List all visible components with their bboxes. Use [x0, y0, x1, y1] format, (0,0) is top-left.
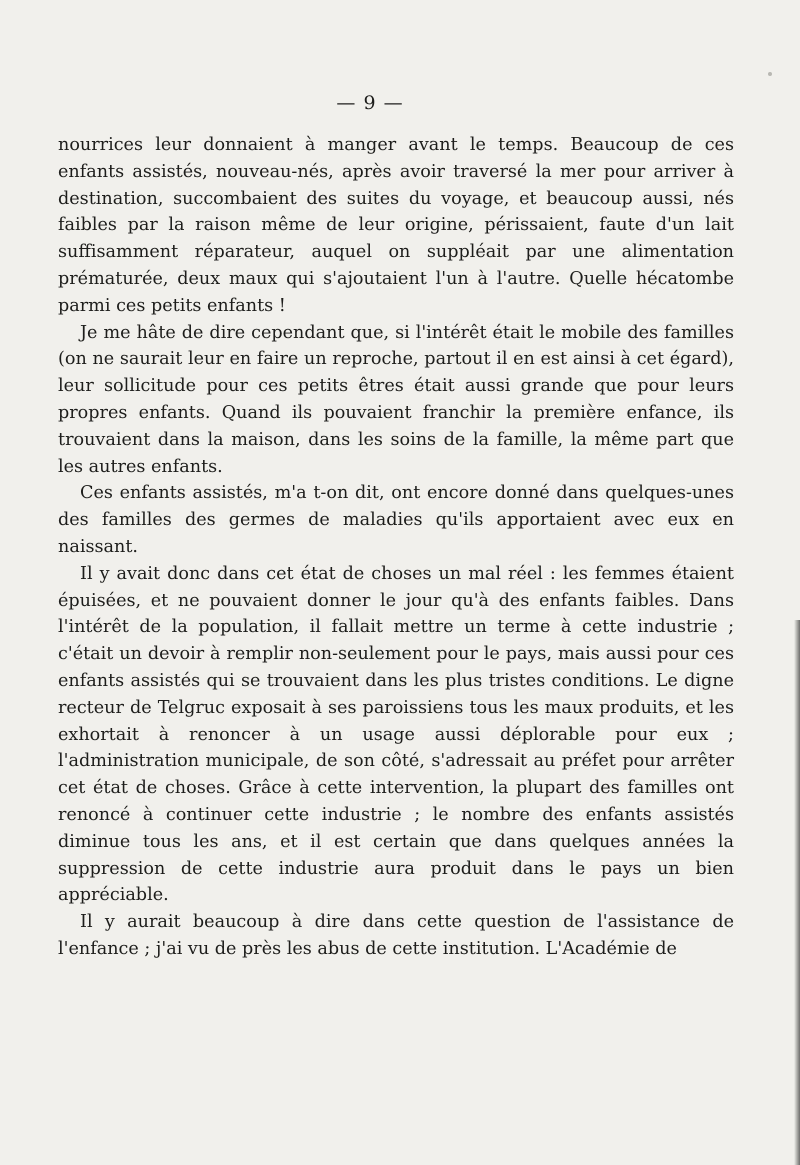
paragraph-3: Ces enfants assistés, m'a t-on dit, ont encore donné dans quelques-unes des familles des germes de maladies qu'ils apportaient avec eux en naissant. — [58, 483, 734, 557]
paragraph-4: Il y avait donc dans cet état de choses un mal réel : les femmes étaient épuisées, et ne pouvaient donner le jour qu'à des enfants faibles. Dans l'intérêt de la population, il fallait mettre un terme à cette industrie ; c'était un devoir à remplir non-seulement pour le pays, mais aussi pour ces enfants assistés qui se trouvaient dans les plus tristes conditions. Le digne recteur de Telgruc exposait à ses paroissiens tous les maux produits, et les exhortait à renoncer à un usage aussi déplorable pour eux ; l'administration municipale, de son côté, s'adressait au préfet pour arrêter cet état de choses. Grâce à cette intervention, la plupart des familles ont renoncé à continuer cette industrie ; le nombre des enfants assistés diminue tous les ans, et il est certain que dans quelques années la suppression de cette industrie aura produit dans le pays un bien appréciable. — [58, 563, 734, 906]
paragraph-1: nourrices leur donnaient à manger avant le temps. Beaucoup de ces enfants assistés, nouveau-nés, après avoir traversé la mer pour arriver à destination, succombaient des suites du voyage, et beaucoup aussi, nés faibles par la raison même de leur origine, périssaient, faute d'un lait suffisamment réparateur, auquel on suppléait par une alimentation prématurée, deux maux qui s'ajoutaient l'un à l'autre. Quelle hécatombe parmi ces petits enfants ! — [58, 135, 734, 316]
page-number: — 9 — — [336, 92, 404, 114]
page-edge-shadow — [794, 620, 800, 1165]
paragraph-2: Je me hâte de dire cependant que, si l'intérêt était le mobile des familles (on ne saurait leur en faire un reproche, partout il en est ainsi à cet égard), leur sollicitude pour ces petits êtres était aussi grande que pour leurs propres enfants. Quand ils pouvaient franchir la première enfance, ils trouvaient dans la maison, dans les soins de la famille, la même part que les autres enfants. — [58, 322, 734, 477]
paragraph-5: Il y aurait beaucoup à dire dans cette question de l'assistance de l'enfance ; j'ai vu de près les abus de cette institution. L'Académie de — [58, 912, 734, 959]
body-text — [58, 132, 734, 963]
paper-speck — [768, 72, 772, 76]
